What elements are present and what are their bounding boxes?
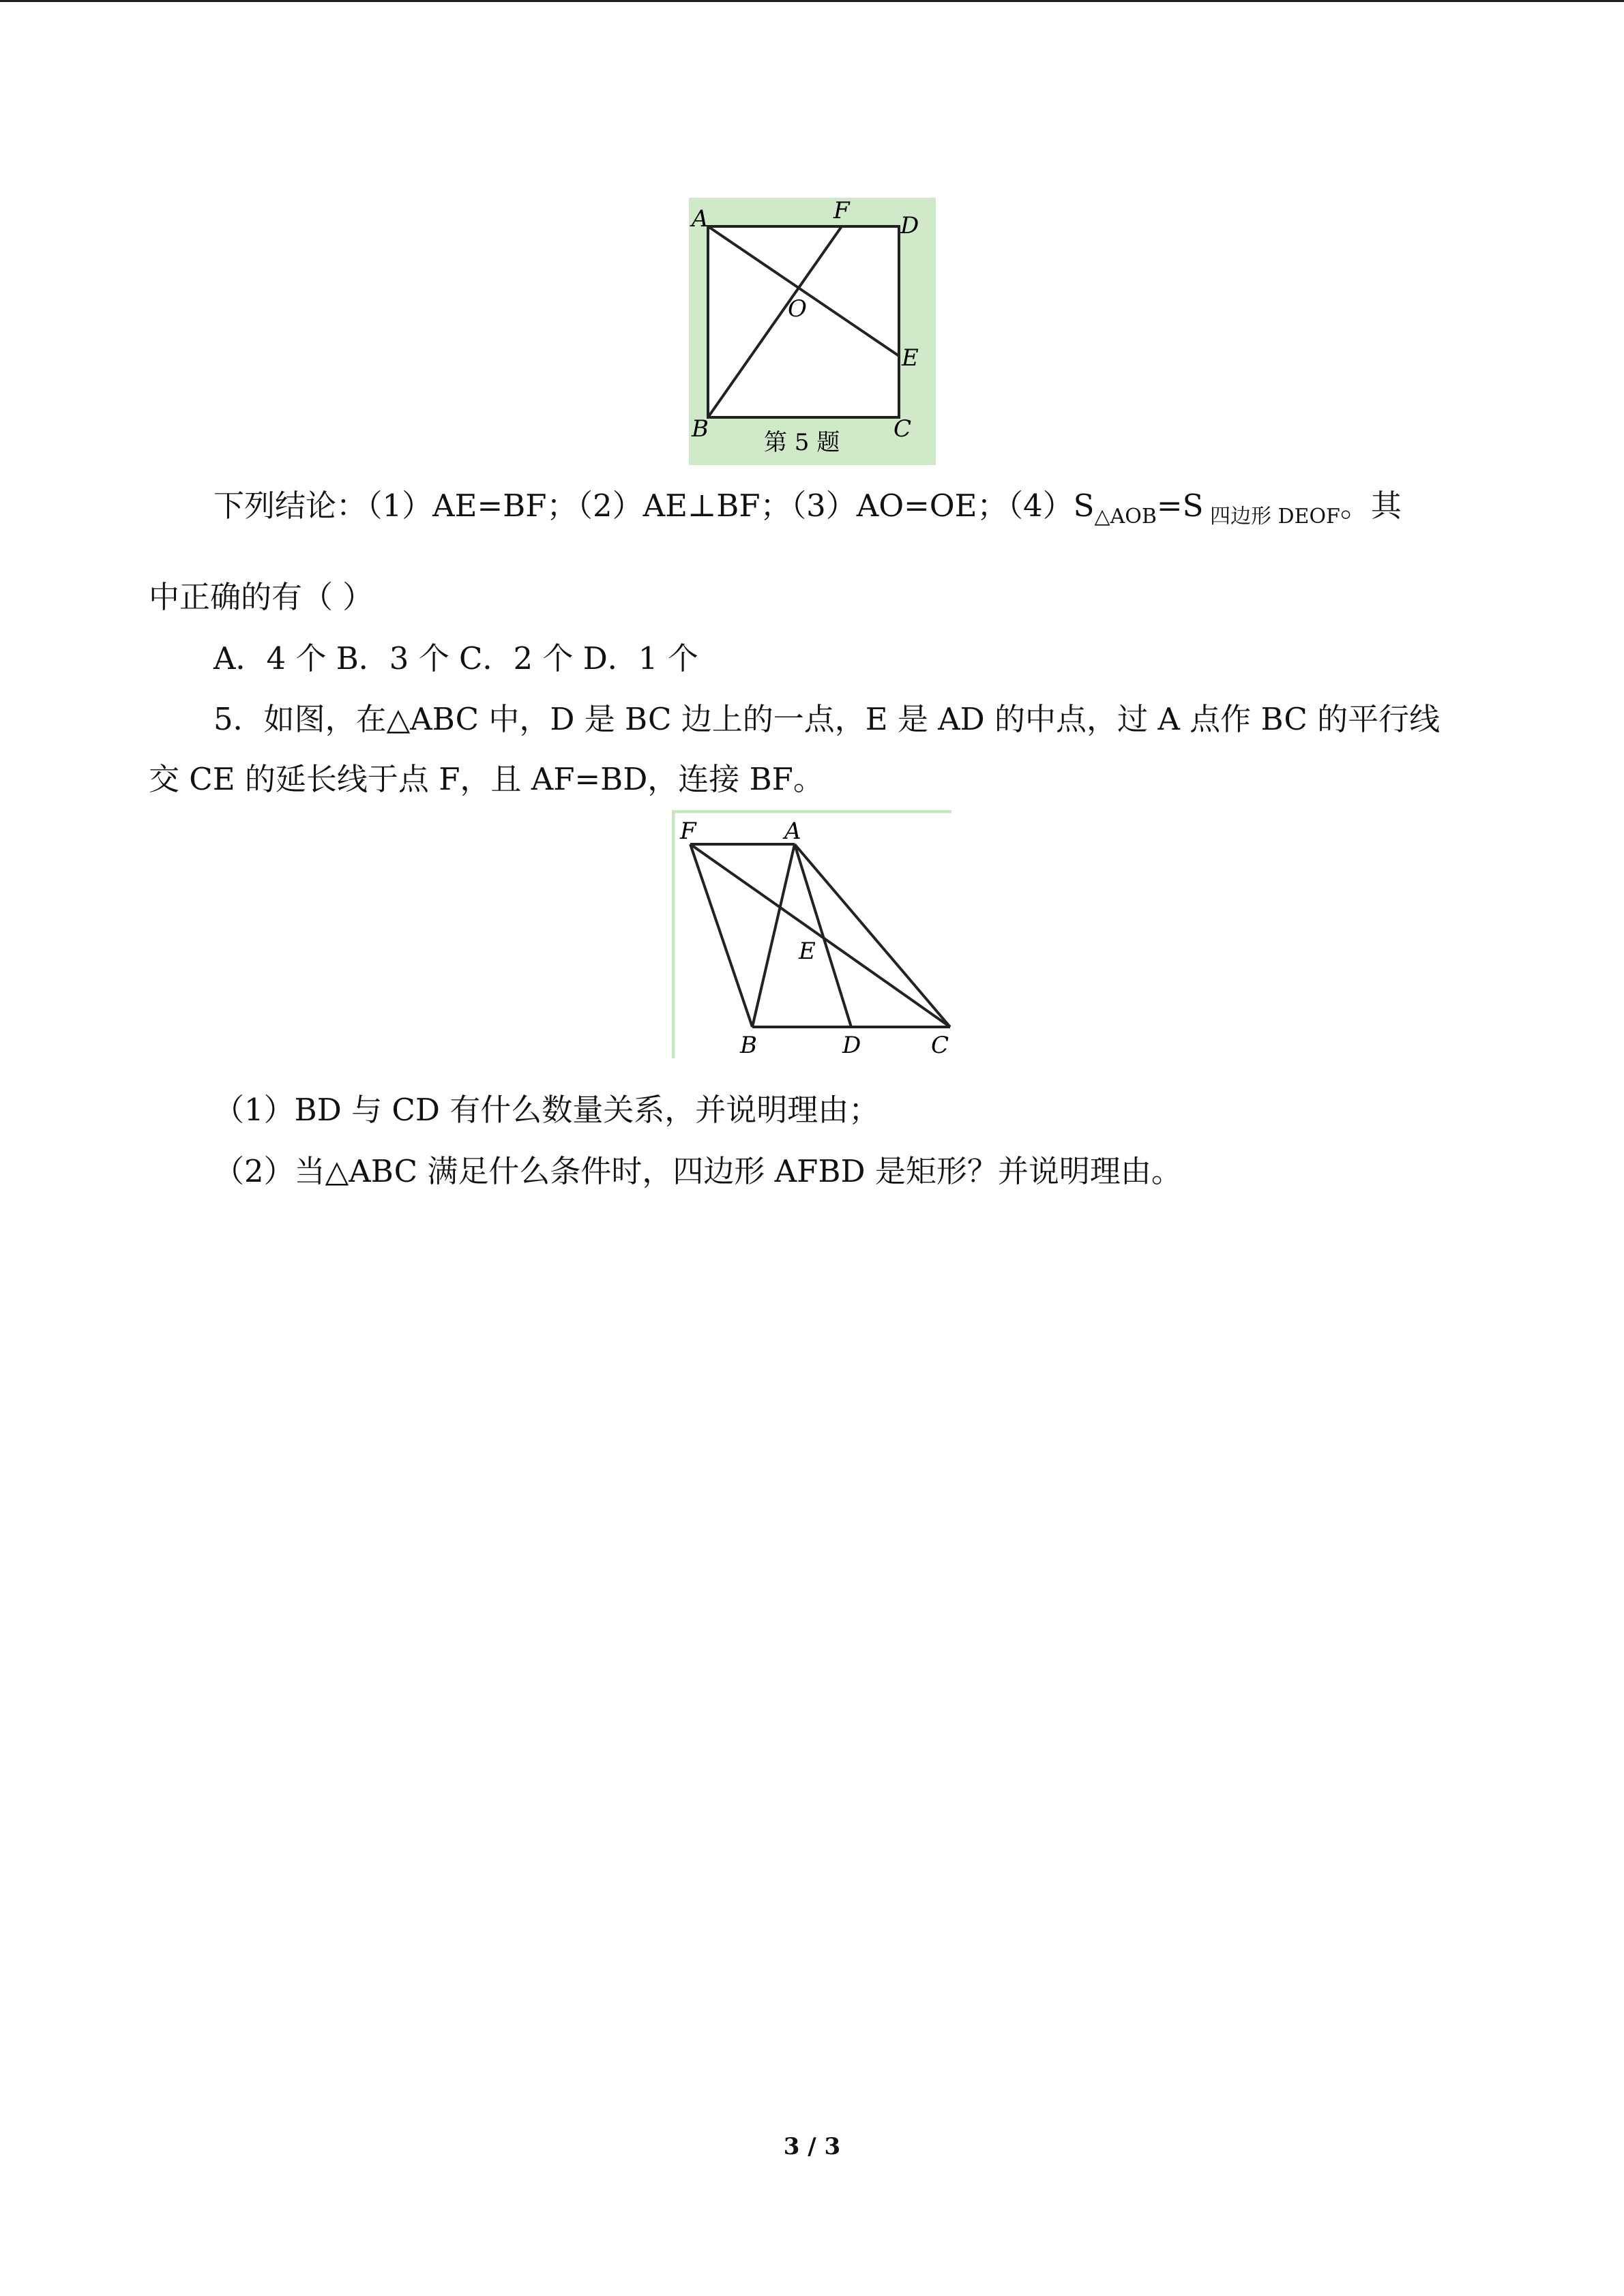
figure-caption: 第 5 题 (764, 429, 840, 456)
q4-subscript-aob: △AOB (1094, 505, 1157, 528)
q4-options: A．4 个 B．3 个 C．2 个 D．1 个 (213, 640, 698, 676)
label-c: C (931, 1032, 949, 1059)
q4-end: 。其 (1340, 488, 1402, 524)
label-d: D (842, 1032, 861, 1059)
q5-part2: （2）当△ABC 满足什么条件时，四边形 AFBD 是矩形？并说明理由。 (213, 1153, 1182, 1189)
label-c: C (894, 415, 912, 443)
q4-intro: 下列结论：（1）AE=BF；（2）AE⊥BF；（3）AO=OE；（4）S (213, 488, 1095, 524)
q4-statement-line1 (213, 486, 1402, 537)
label-b: B (692, 415, 709, 443)
segment-ad (795, 844, 851, 1027)
label-e: E (799, 938, 816, 965)
label-a: A (784, 818, 801, 845)
top-border-line (0, 0, 1624, 2)
figure-square-diagram (689, 198, 936, 465)
q4-statement-line2: 中正确的有（ ） (149, 579, 374, 615)
segment-ab (752, 844, 795, 1027)
figure-triangle-diagram (672, 810, 951, 1062)
q5-statement-line1: 5．如图，在△ABC 中，D 是 BC 边上的一点，E 是 AD 的中点，过 A 点作 BC 的平行线 (213, 701, 1441, 737)
label-e: E (902, 344, 919, 372)
label-f: F (680, 818, 696, 845)
segment-fc (690, 844, 950, 1027)
page-number: 3 / 3 (783, 2133, 841, 2160)
q4-subscript-deof: 四边形 DEOF (1203, 505, 1340, 528)
label-a: A (692, 205, 709, 233)
q4-equals: =S (1156, 488, 1204, 524)
label-b: B (740, 1032, 757, 1059)
q5-part1: （1）BD 与 CD 有什么数量关系，并说明理由； (213, 1092, 880, 1128)
label-f: F (833, 198, 850, 224)
label-o: O (788, 295, 807, 323)
q5-statement-line2: 交 CE 的延长线于点 F，且 AF=BD，连接 BF。 (149, 761, 824, 797)
label-d: D (900, 212, 919, 239)
segment-fb (690, 844, 752, 1027)
